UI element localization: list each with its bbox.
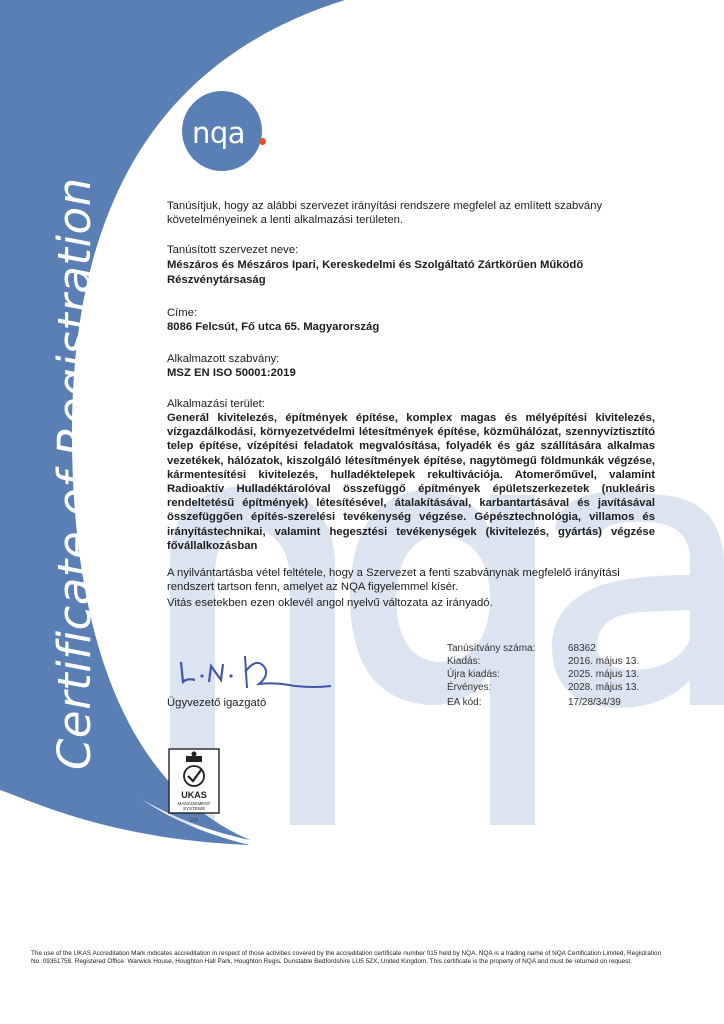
notice-line1: A nyilvántartásba vétel feltétele, hogy a Szervezet a fenti szabványnak megfelelő irányítási rendszert tartson fenn, amelyet az NQA figyelemmel kísér. [167,567,620,594]
address-value: 8086 Felcsút, Fő utca 65. Magyarország [167,321,380,333]
ukas-text: UKAS [181,790,207,800]
standard-value: MSZ EN ISO 50001:2019 [167,367,296,379]
ukas-sub2: SYSTEMS [183,806,205,811]
intro-text: Tanúsítjuk, hogy az alábbi szervezet irányítási rendszere megfelel az említett szabvány követelményeinek a lenti alkalmazási területen. [167,200,603,227]
address-label: Címe: [167,307,198,319]
scope-text: Generál kivitelezés, építmények építése, komplex magas és mélyépítési kivitelezés, vízgazdálkodási, környezetvédelmi létesítmények építése, közműhálózat, szennyvíztisztító telep építése, vízépítési feladatok megvalósítása, folyadék és gáz szállítására alkalmas vezetékek, hálózatok, kiszolgáló létesítmények építése, nagytömegű földmunkák végzése, kármentesítési kivitelezés, hulladéktelepek rekultivációja. Atomerőművel, valamint Radioaktív Hulladéktárolóval összefüggő építmények épületszerkezetek (nukleáris rendeltetésű építmények) létesítésével, átalakításával, karbantartásával és javításával összefüggően építés-szerelési tevékenység végzése. Gépésztechnológia, villamos és irányítástechnikai, valamint hegesztési tevékenységek (kivitelezés, gyártás) végzése fővállalkozásban [167,412,655,552]
scope-label: Alkalmazási terület: [167,398,265,410]
valid-label: Érvényes: [447,682,492,693]
org-name-line1: Mészáros és Mészáros Ipari, Kereskedelmi és Szolgáltató Zártkörűen Működő [167,259,584,271]
notice-line2: Vitás esetekben ezen oklevél angol nyelvű változata az irányadó. [167,597,493,609]
issue-value: 2016. május 13. [568,656,640,667]
standard-label: Alkalmazott szabvány: [167,353,280,365]
ukas-sub1: MANAGEMENT [177,801,211,806]
issue-label: Kiadás: [447,656,481,667]
ukas-mark [168,748,220,830]
ea-code-value: 17/28/34/39 [568,697,621,708]
reissue-value: 2025. május 13. [568,669,640,680]
org-label: Tanúsított szervezet neve: [167,244,299,256]
reissue-label: Újra kiadás: [447,669,500,680]
footer-notice: The use of the UKAS Accreditation Mark indicates accreditation in respect of those activities covered by the accreditation certificate number 015 held by NQA. NQA is a trading name of NQA Certification Limited, Registration No. 09351758. Registered Office: Warwick House, Houghton Hall Park, Houghton Regis, Dunstable Bedfordshire LU5 5ZX, United Kingdom. This certificate is the property of NQA and must be returned on request. [31,950,662,966]
org-name-line2: Részvénytársaság [167,274,266,286]
valid-value: 2028. május 13. [568,682,640,693]
ea-code-label: EA kód: [447,697,482,708]
ukas-number: 015 [189,818,199,824]
cert-number-value: 68362 [568,643,596,654]
nqa-logo-dot [259,138,266,145]
certificate-side-title: Certificate of Registration [48,177,101,770]
cert-number-label: Tanúsítvány száma: [447,643,536,654]
nqa-logo-text: nqa [192,116,246,150]
signature [175,648,335,694]
signatory-title: Ügyvezető igazgató [167,697,267,709]
